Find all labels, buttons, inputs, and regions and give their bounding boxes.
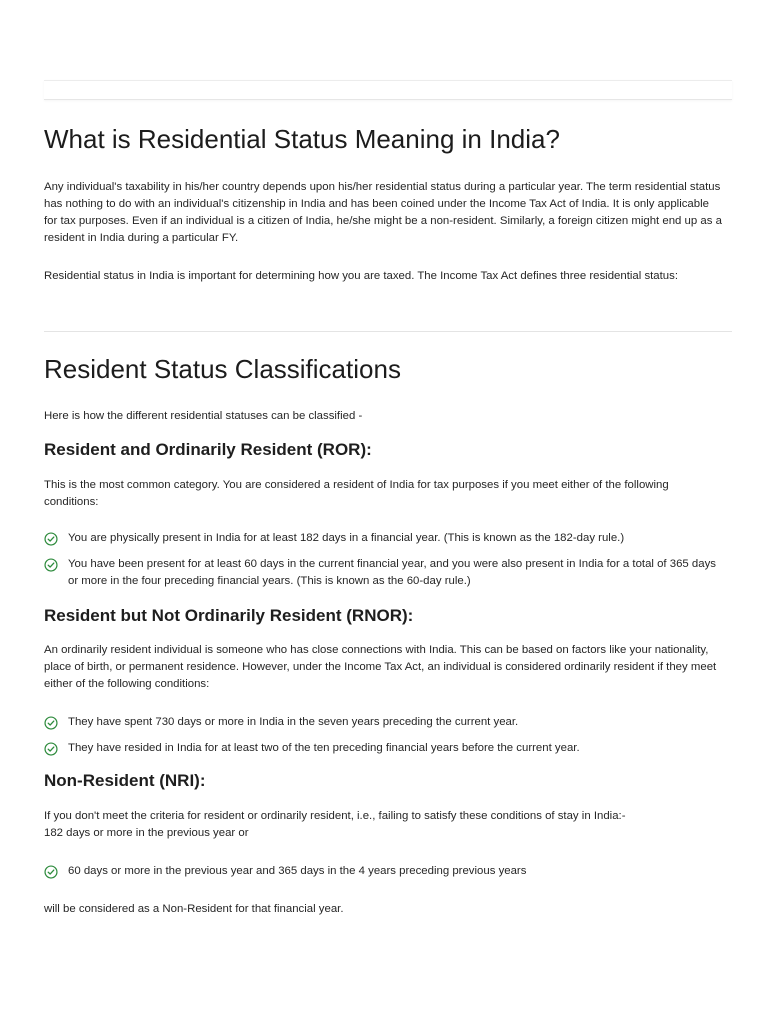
list-item: [44, 863, 724, 880]
ror-heading: Resident and Ordinarily Resident (ROR):: [44, 440, 372, 459]
rnor-heading: Resident but Not Ordinarily Resident (RNOR):: [44, 606, 414, 625]
list-item-text: They have resided in India for at least two of the ten preceding financial years before the current year.: [68, 742, 580, 754]
importance-paragraph: Residential status in India is important for determining how you are taxed. The Income Tax Act defines three residential status:: [44, 270, 678, 282]
classification-intro: Here is how the different residential statuses can be classified -: [44, 410, 363, 422]
intro-paragraph: Any individual's taxability in his/her country depends upon his/her residential status during a particular year. The term residential status has nothing to do with an individual's citizenship in India and has been coined under the Income Tax Act of India. It is only applicable for tax purposes. Even if an individual is a citizen of India, he/she might be a non-resident. Similarly, a foreign citizen might end up as a resident in India during a particular FY.: [44, 181, 722, 244]
list-item: [44, 714, 724, 731]
nri-description-line2: 182 days or more in the previous year or: [44, 827, 249, 839]
top-divider: [44, 80, 732, 100]
list-item: [44, 530, 724, 547]
rnor-conditions-list: [44, 714, 724, 766]
check-circle-icon: [44, 865, 58, 879]
nri-conditions-list: [44, 863, 724, 889]
section-title-classifications: Resident Status Classifications: [44, 354, 401, 384]
section-title-residential-status: What is Residential Status Meaning in India?: [44, 124, 560, 154]
list-item-text: They have spent 730 days or more in India in the seven years preceding the current year.: [68, 716, 519, 728]
check-circle-icon: [44, 742, 58, 756]
list-item: [44, 556, 724, 590]
list-item-text: You have been present for at least 60 days in the current financial year, and you were also present in India for a total of 365 days or more in the four preceding financial years. (This is known as the 60-day rule.): [68, 558, 716, 587]
nri-closing: will be considered as a Non-Resident for that financial year.: [44, 903, 344, 915]
list-item: [44, 740, 724, 757]
section-divider: [44, 331, 732, 332]
ror-description: This is the most common category. You are considered a resident of India for tax purposes if you meet either of the following conditions:: [44, 479, 669, 508]
list-item-text: You are physically present in India for at least 182 days in a financial year. (This is known as the 182-day rule.): [68, 532, 625, 544]
list-item-text: 60 days or more in the previous year and 365 days in the 4 years preceding previous years: [68, 865, 527, 877]
nri-heading: Non-Resident (NRI):: [44, 771, 206, 790]
nri-description-line1: If you don't meet the criteria for resident or ordinarily resident, i.e., failing to satisfy these conditions of stay in India:-: [44, 810, 626, 822]
ror-conditions-list: [44, 530, 724, 599]
check-circle-icon: [44, 716, 58, 730]
rnor-description: An ordinarily resident individual is someone who has close connections with India. This can be based on factors like your nationality, place of birth, or permanent residence. However, under the Income Tax Act, an individual is considered ordinarily resident if they meet either of the following conditions:: [44, 644, 717, 690]
check-circle-icon: [44, 558, 58, 572]
check-circle-icon: [44, 532, 58, 546]
